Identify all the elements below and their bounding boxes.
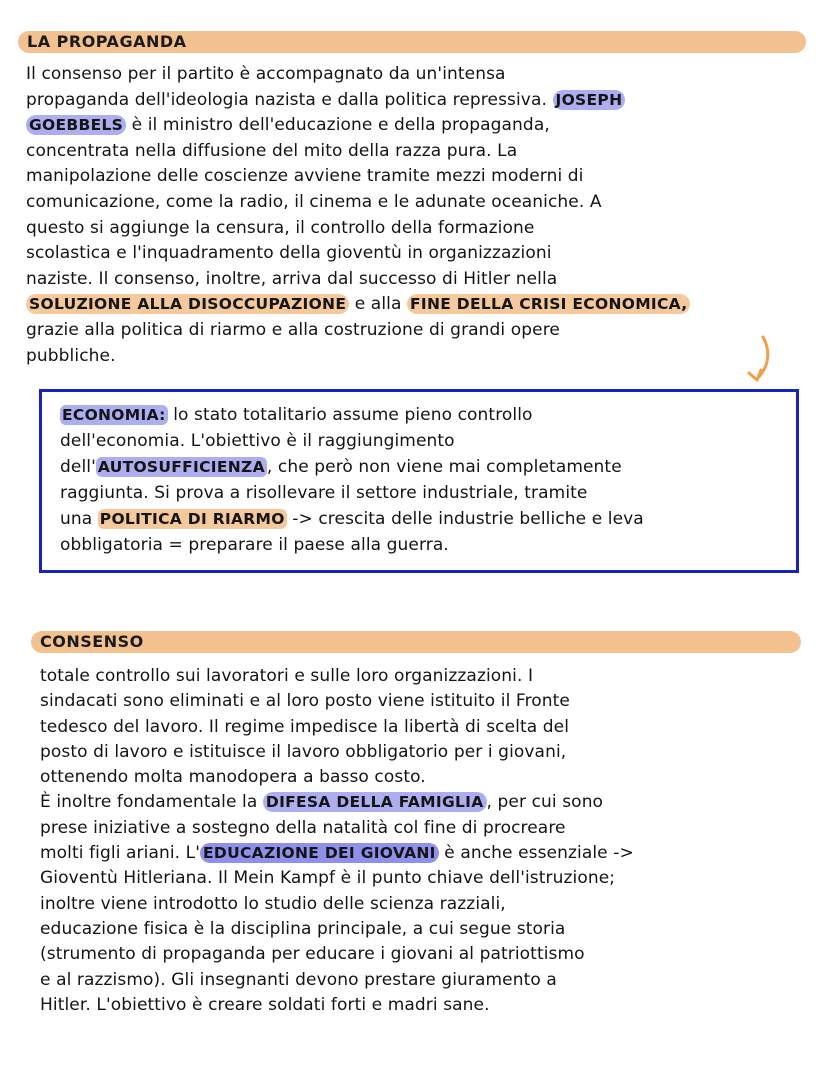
text-span: È inoltre fondamentale la	[40, 792, 258, 813]
text-line: Il consenso per il partito è accompagnato da un'intensa	[26, 64, 506, 84]
text-line	[60, 402, 644, 428]
text-line: Gioventù Hitleriana. Il Mein Kampf è il punto chiave dell'istruzione;	[40, 868, 616, 889]
text-span: dell'	[60, 457, 96, 477]
text-line	[26, 113, 690, 139]
text-span: propaganda dell'ideologia nazista e dalla politica repressiva.	[26, 89, 547, 110]
text-line: scolastica e l'inquadramento della gioventù in organizzazioni	[26, 243, 552, 264]
section-title-consenso: CONSENSO	[40, 632, 144, 651]
highlight-disoccupazione: SOLUZIONE ALLA DISOCCUPAZIONE	[26, 294, 349, 314]
text-line: questo si aggiunge la censura, il controllo della formazione	[26, 217, 535, 238]
text-line: grazie alla politica di riarmo e alla costruzione di grandi opere	[26, 319, 560, 340]
text-line: dell'economia. L'obiettivo è il raggiungimento	[60, 431, 455, 451]
text-line: e al razzismo). Gli insegnanti devono prestare giuramento a	[40, 969, 557, 990]
text-line: educazione fisica è la disciplina principale, a cui segue storia	[40, 918, 566, 939]
consenso-paragraph	[40, 664, 634, 1018]
text-span: e alla	[354, 294, 402, 315]
text-line: obbligatoria = preparare il paese alla guerra.	[60, 535, 449, 555]
highlight-educazione: EDUCAZIONE DEI GIOVANI	[200, 843, 439, 863]
text-span: lo stato totalitario assume pieno controllo	[173, 405, 533, 425]
text-span: una	[60, 509, 93, 529]
text-line: manipolazione delle coscienze avviene tramite mezzi moderni di	[26, 166, 584, 187]
highlight-fine-crisi: FINE DELLA CRISI ECONOMICA,	[407, 294, 690, 314]
text-line	[60, 454, 644, 480]
text-span: -> crescita delle industrie belliche e leva	[292, 509, 644, 529]
text-line: totale controllo sui lavoratori e sulle loro organizzazioni. I	[40, 666, 534, 686]
text-line: ottenendo molta manodopera a basso costo.	[40, 767, 426, 788]
text-line	[26, 292, 690, 318]
highlight-politica-riarmo: POLITICA DI RIARMO	[99, 510, 285, 528]
text-line: comunicazione, come la radio, il cinema e le adunate oceaniche. A	[26, 191, 602, 212]
highlight-famiglia: DIFESA DELLA FAMIGLIA	[263, 792, 487, 812]
text-line: (strumento di propaganda per educare i giovani al patriottismo	[40, 944, 585, 965]
text-line: raggiunta. Si prova a risollevare il settore industriale, tramite	[60, 483, 588, 503]
text-line: Hitler. L'obiettivo è creare soldati forti e madri sane.	[40, 994, 490, 1015]
text-line	[40, 841, 634, 866]
highlight-joseph: JOSEPH	[553, 90, 626, 110]
curved-arrow-icon	[745, 335, 775, 385]
highlight-goebbels: GOEBBELS	[26, 115, 126, 135]
propaganda-paragraph	[26, 62, 690, 369]
text-span: è anche essenziale ->	[444, 843, 634, 864]
text-span: molti figli ariani. L'	[40, 843, 201, 864]
text-line: prese iniziative a sostegno della natalità col fine di procreare	[40, 817, 566, 838]
highlight-autosufficienza: AUTOSUFFICIENZA	[97, 458, 265, 476]
text-line: concentrata nella diffusione del mito della razza pura. La	[26, 140, 518, 161]
highlight-economia: ECONOMIA:	[62, 406, 166, 424]
text-line: sindacati sono eliminati e al loro posto viene istituito il Fronte	[40, 691, 570, 712]
text-span: , che però non viene mai completamente	[266, 457, 622, 477]
text-line	[26, 88, 690, 114]
section-header-bar-consenso	[31, 631, 801, 653]
section-title-propaganda: LA PROPAGANDA	[27, 32, 187, 51]
economia-paragraph	[60, 402, 644, 558]
text-line: posto di lavoro e istituisce il lavoro obbligatorio per i giovani,	[40, 741, 567, 762]
text-line: inoltre viene introdotto lo studio delle scienza razziali,	[40, 893, 506, 914]
text-span: è il ministro dell'educazione e della propaganda,	[131, 115, 550, 136]
text-line: pubbliche.	[26, 345, 116, 366]
text-line: naziste. Il consenso, inoltre, arriva dal successo di Hitler nella	[26, 268, 558, 289]
text-line	[40, 790, 634, 815]
text-span: , per cui sono	[486, 792, 604, 813]
text-line: tedesco del lavoro. Il regime impedisce la libertà di scelta del	[40, 716, 570, 737]
text-line	[60, 506, 644, 532]
